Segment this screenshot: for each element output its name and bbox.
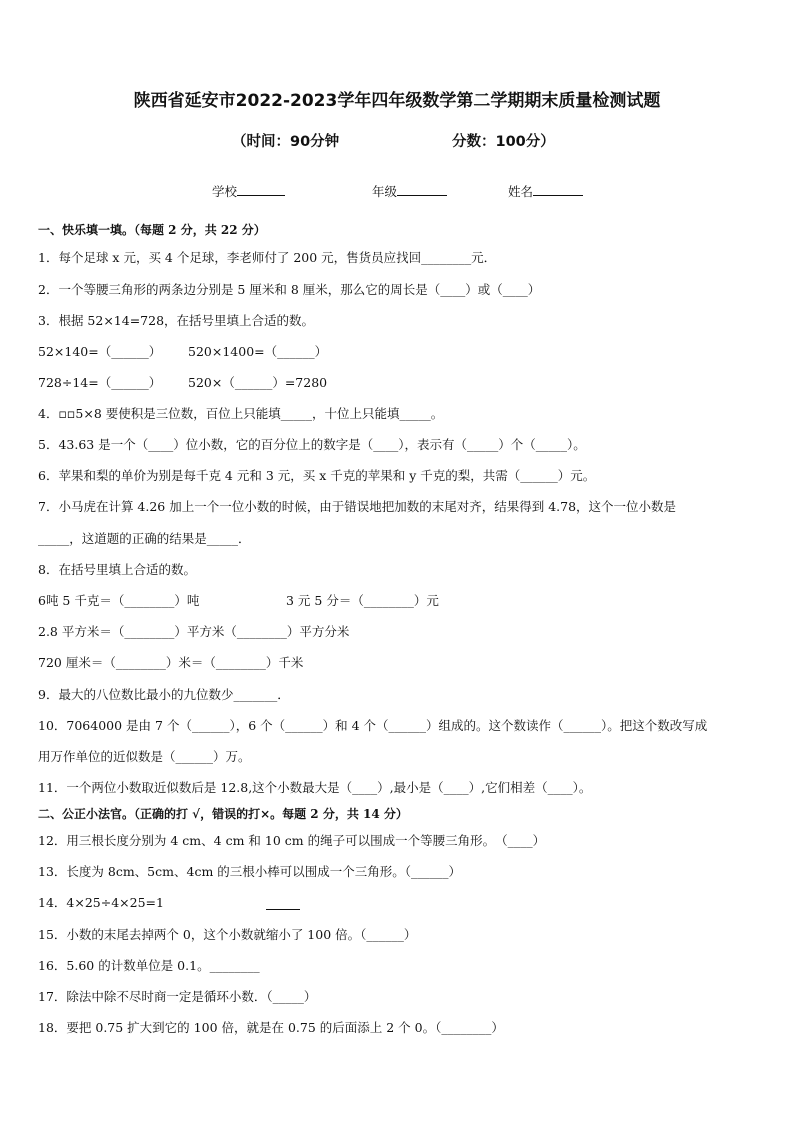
grade-label: 年级 <box>372 184 398 199</box>
school-label: 学校 <box>212 184 238 199</box>
question-13: 13．长度为 8cm、5cm、4cm 的三根小棒可以围成一个三角形。（______） <box>38 864 462 879</box>
question-14: 14．4×25÷4×25=1 <box>38 895 164 910</box>
question-8: 8．在括号里填上合适的数。 <box>38 562 196 577</box>
question-17: 17．除法中除不尽时商一定是循环小数．（_____） <box>38 989 317 1004</box>
question-8a: 6吨 5 千克＝（________）吨 <box>38 593 200 608</box>
document-title: 陕西省延安市2022-2023学年四年级数学第二学期期末质量检测试题 <box>133 91 661 111</box>
question-8d: 720 厘米＝（________）米＝（________）千米 <box>38 655 304 670</box>
question-3a: 52×140=（______） <box>38 344 162 359</box>
section-1-heading: 一、快乐填一填。（每题 2 分，共 22 分） <box>38 223 266 237</box>
name-label: 姓名 <box>508 184 534 199</box>
question-7-line-2: _____，这道题的正确的结果是_____． <box>38 531 251 546</box>
question-10-line-2: 用万作单位的近似数是（______）万。 <box>38 749 251 764</box>
question-15: 15．小数的末尾去掉两个 0，这个小数就缩小了 100 倍。（______） <box>38 927 417 942</box>
question-12: 12．用三根长度分别为 4 cm、4 cm 和 10 cm 的绳子可以围成一个等腰三角形。 （____） <box>38 833 546 848</box>
school-field <box>212 182 285 200</box>
question-8c: 2.8 平方米＝（________）平方米（________）平方分米 <box>38 624 350 639</box>
question-3b: 520×1400=（______） <box>188 344 328 359</box>
school-blank[interactable] <box>237 183 285 196</box>
question-11: 11．一个两位小数取近似数后是 12.8,这个小数最大是（____）,最小是（____）,它们相差（____）。 <box>38 780 592 795</box>
question-1: 1．每个足球 x 元，买 4 个足球，李老师付了 200 元，售货员应找回________元． <box>38 250 497 265</box>
question-2: 2．一个等腰三角形的两条边分别是 5 厘米和 8 厘米，那么它的周长是（____）或（____） <box>38 282 541 297</box>
question-3d: 520×（______）=7280 <box>188 375 328 390</box>
question-5: 5．43.63 是一个（____）位小数，它的百分位上的数字是（____），表示有（_____）个（_____）。 <box>38 437 586 452</box>
question-4: 4．▫▫5×8 要使积是三位数，百位上只能填_____，十位上只能填_____。 <box>38 406 444 421</box>
name-field <box>508 182 583 200</box>
name-blank[interactable] <box>533 183 583 196</box>
question-7-line-1: 7．小马虎在计算 4.26 加上一个一位小数的时候，由于错误地把加数的末尾对齐，结果得到 4.78，这个一位小数是 <box>38 499 677 514</box>
question-16: 16．5.60 的计数单位是 0.1。________ <box>38 958 260 973</box>
section-2-heading: 二、公正小法官。（正确的打 √，错误的打×。每题 2 分，共 14 分） <box>38 807 408 821</box>
question-8b: 3 元 5 分＝（________）元 <box>286 593 439 608</box>
question-3: 3．根据 52×14=728，在括号里填上合适的数。 <box>38 313 315 328</box>
question-9: 9．最大的八位数比最小的九位数少_______． <box>38 687 290 702</box>
question-3c: 728÷14=（______） <box>38 375 162 390</box>
grade-blank[interactable] <box>397 183 447 196</box>
question-10-line-1: 10．7064000 是由 7 个（______），6 个（______）和 4 个（______）组成的。这个数读作（______）。把这个数改写成 <box>38 718 708 733</box>
exam-time: （时间：90分钟 <box>232 134 340 150</box>
question-14-answer-blank[interactable] <box>266 897 300 910</box>
grade-field <box>372 182 447 200</box>
question-6: 6．苹果和梨的单价为别是每千克 4 元和 3 元，买 x 千克的苹果和 y 千克的梨，共需（______）元。 <box>38 468 596 483</box>
exam-score: 分数：100分） <box>452 134 555 150</box>
question-18: 18．要把 0.75 扩大到它的 100 倍，就是在 0.75 的后面添上 2 个 0。（________） <box>38 1020 504 1035</box>
